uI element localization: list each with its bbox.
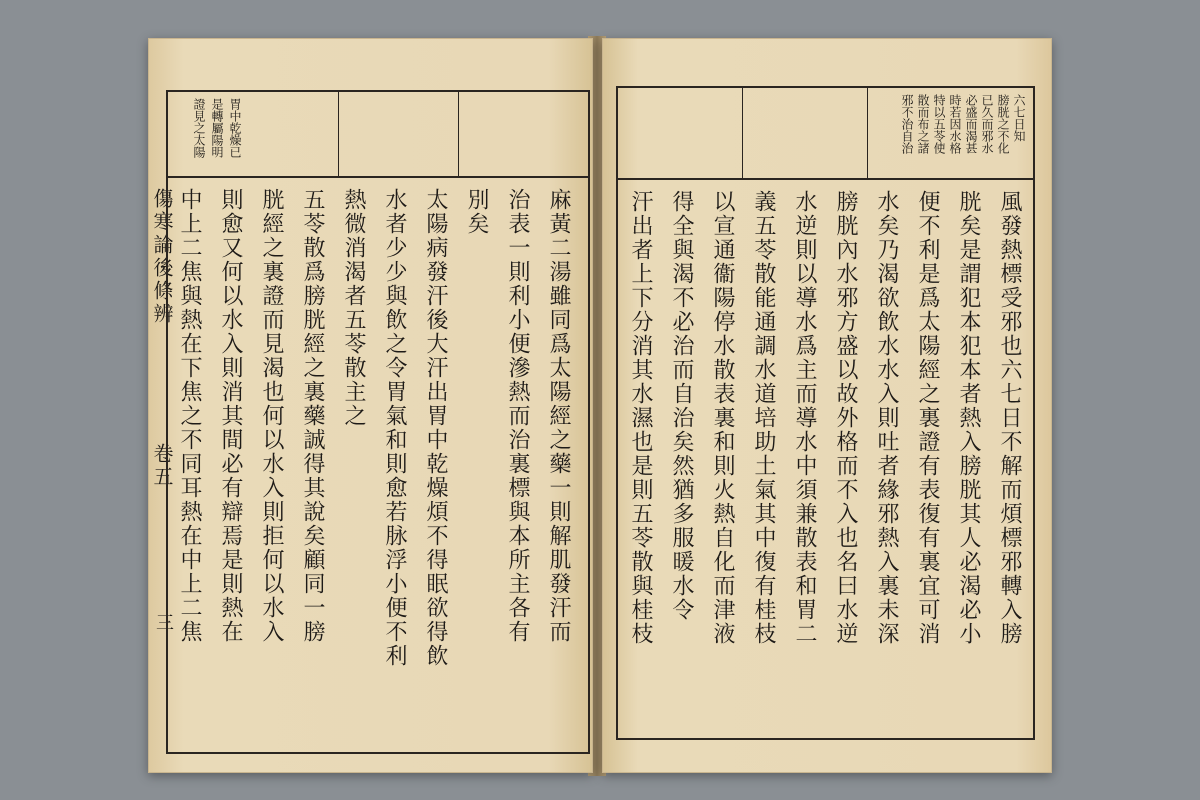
text-column: 胱經之裏證而見渴也何以水入則拒何以水入 xyxy=(259,188,284,644)
text-column: 便不利是爲太陽經之裏證有表復有裏宜可消 xyxy=(915,190,940,646)
headnote-line: 必盛而渴甚 xyxy=(964,94,978,154)
text-column: 得全與渴不必治而自治矣然猶多服暖水令 xyxy=(669,190,694,622)
headnote-line: 時若因水格 xyxy=(948,94,962,154)
text-column: 則愈又何以水入則消其間必有辯焉是則熱在 xyxy=(218,188,243,644)
text-column: 胱矣是謂犯本犯本者熱入膀胱其人必渴必小 xyxy=(956,190,981,646)
text-column: 水矣乃渴欲飲水水入則吐者緣邪熱入裏未深 xyxy=(874,190,899,646)
headnote-line: 膀胱之不化 xyxy=(996,94,1010,154)
text-column: 水逆則以導水爲主而導水中須兼散表和胃二 xyxy=(792,190,817,646)
headnote-line: 是轉屬陽明 xyxy=(210,98,224,158)
headnote-line: 已久而邪水 xyxy=(980,94,994,154)
text-column: 風發熱標受邪也六七日不解而煩標邪轉入膀 xyxy=(997,190,1022,646)
text-column: 麻黃二湯雖同爲太陽經之藥一則解肌發汗而 xyxy=(546,188,571,644)
left-page xyxy=(148,38,593,773)
headnote-line: 六七日知 xyxy=(1012,94,1026,142)
text-column: 五苓散爲膀胱經之裏藥誠得其說矣顧同一膀 xyxy=(300,188,325,644)
text-column: 熱微消渴者五苓散主之 xyxy=(341,188,366,428)
text-column: 汗出者上下分消其水濕也是則五苓散與桂枝 xyxy=(628,190,653,646)
headnote-line: 邪不治自治 xyxy=(900,94,914,154)
page-number: 三 xyxy=(153,613,174,634)
book xyxy=(140,30,1060,780)
running-title: 傷寒論後條辨 xyxy=(150,188,174,326)
text-column: 義五苓散能通調水道培助土氣其中復有桂枝 xyxy=(751,190,776,646)
text-column: 膀胱內水邪方盛以故外格而不入也名曰水逆 xyxy=(833,190,858,646)
headnote-line: 胃中乾燥已 xyxy=(228,98,242,158)
header-cell-divider xyxy=(338,92,339,176)
text-column: 中上二焦與熱在下焦之不同耳熱在中上二焦 xyxy=(177,188,202,644)
text-column: 水者少少與飲之令胃氣和則愈若脉浮小便不利 xyxy=(382,188,407,668)
text-column: 太陽病發汗後大汗出胃中乾燥煩不得眠欲得飲 xyxy=(423,188,448,668)
headnote-line: 特以五苓使 xyxy=(932,94,946,154)
headnote-line: 散而布之諸 xyxy=(916,94,930,154)
right-page xyxy=(602,38,1052,773)
header-cell-divider xyxy=(867,88,868,178)
headnote-line: 證見之太陽 xyxy=(192,98,206,158)
header-divider xyxy=(616,178,1035,180)
text-column: 治表一則利小便滲熱而治裏標與本所主各有 xyxy=(505,188,530,644)
header-cell-divider xyxy=(458,92,459,176)
text-column: 以宣通衞陽停水散表裏和則火熱自化而津液 xyxy=(710,190,735,646)
header-cell-divider xyxy=(742,88,743,178)
volume-label: 卷五 xyxy=(150,443,174,489)
text-column: 別矣 xyxy=(464,188,489,236)
header-divider xyxy=(166,176,590,178)
